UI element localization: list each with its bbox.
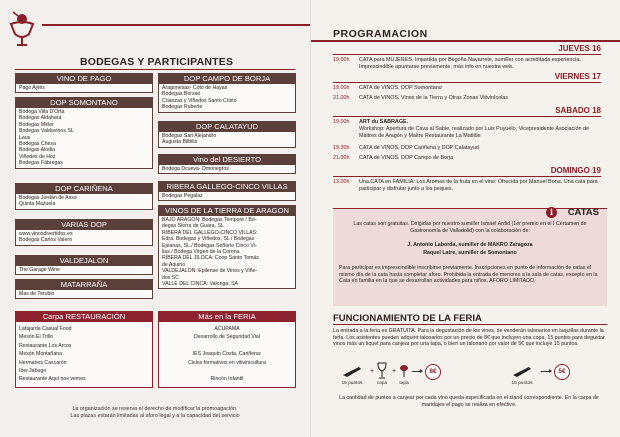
section-list [15, 194, 153, 210]
list-item: Bodegas Ruberte [162, 104, 203, 111]
section-dop-calatayud [158, 121, 296, 148]
section-head: DOP CAMPO DE BORJA [158, 73, 296, 84]
day-label: DOMINGO 19 [550, 166, 601, 175]
section-list [15, 84, 153, 93]
list-item: The Garage Wine [19, 267, 60, 273]
section-vino-del-desierto [158, 154, 296, 174]
list-item: Iber.Jabugo [19, 368, 47, 375]
event-time: 19.00h [333, 85, 350, 91]
event-text: CATA de VINOS. DOP Cariñena y DOP Calatayud [359, 145, 480, 151]
list-item: Ciclos formativos en vitivinicultura [188, 359, 266, 366]
event-text: Workshop: Apertura de Cava al Sable, realizado por Luis Puyuelo, Vicepresidente Asociación de Maitres de Aragón y Maitre Restaurante La Matilde [359, 126, 589, 139]
program-title: PROGRAMACION [333, 28, 428, 40]
list-item: Bodega Villa D'Orta [19, 109, 65, 115]
footer-note [20, 406, 290, 420]
list-item: Mesón El Trillo [19, 334, 54, 341]
ticket-label: tapa [399, 381, 409, 386]
list-item: Augusta Bilbilis [162, 139, 198, 146]
list-item: Crianzas y Viñedos Santo Cristo [162, 97, 237, 104]
list-item: Bodegas Aldahara [19, 115, 62, 122]
catas-title: CATAS [567, 207, 599, 218]
section-list [158, 84, 296, 113]
event-time: 21.00h [333, 155, 350, 161]
ticket-book-icon [341, 365, 363, 379]
section-list [158, 216, 296, 289]
list-item: Bodegas Alodia [19, 147, 56, 154]
section-list [15, 230, 153, 246]
section-head: Vino del DESIERTO [158, 154, 296, 165]
list-item: de Aquino [162, 261, 186, 268]
ticket-book-icon [511, 365, 533, 379]
section-vinos-tierra-aragon [158, 205, 296, 289]
list-item: Ejeanas, SL / Bodegas Señorío Cinco Vi- [162, 242, 257, 249]
section-head: VINO DE PAGO [15, 73, 153, 84]
section-head: RIBERA GALLEGO-CINCO VILLAS [158, 181, 296, 192]
section-head: DOP CARIÑENA [15, 183, 153, 194]
list-item: Quinta Mazuela [19, 201, 56, 208]
list-item: Restaurante Aquí nos vemos [19, 376, 86, 383]
funcionamiento-rule [333, 324, 607, 325]
list-item: llas / Bodega Virgen de la Corona [162, 249, 240, 256]
list-item: Bodegas Borsao [162, 91, 201, 98]
day-header-viernes [333, 72, 601, 83]
section-list [158, 322, 296, 388]
day-label: VIERNES 17 [554, 72, 601, 81]
list-item: RIBERA DEL JILOCA: Coop Santo Tomás [162, 255, 259, 262]
section-varias-dop [15, 219, 153, 246]
day-header-domingo [333, 166, 601, 177]
list-item: Mesón Montañana [19, 351, 62, 358]
list-item: Bodega Dcueva- Dmonegros [162, 166, 229, 172]
day-header-jueves [333, 44, 601, 55]
section-head: DOP CALATAYUD [158, 121, 296, 132]
event-text: CATA de VINOS. DOP Campo de Borja [359, 155, 454, 161]
ticket-label: copa [376, 381, 388, 386]
event-time: 21.00h [333, 95, 350, 101]
arrow-icon [412, 371, 422, 372]
list-item: www.vinosdivertidos.es [19, 231, 73, 237]
section-ribera-gallego [158, 181, 296, 201]
list-item [162, 367, 292, 375]
event-text: ART du SABRAGE. [359, 119, 409, 125]
header-rule [42, 24, 310, 26]
section-list [15, 266, 153, 275]
price-badge: 8€ [425, 364, 441, 380]
list-item: Pago Aylés [19, 85, 45, 91]
list-item: Restaurante Los Arcos [19, 342, 72, 349]
list-item: Desarrollo de Seguridad Vial [194, 334, 260, 341]
ticket-label: 15 puntos [341, 381, 363, 386]
title-rule [15, 69, 295, 70]
list-item: IES Joaquín Costa, Cariñena: [192, 351, 262, 358]
list-item: Hermanos Cascarón [19, 359, 67, 366]
list-item: Lafajarda Casual Food [19, 326, 72, 332]
footer-note-line: La organización se reserva el derecho de modificar la promoagación. [72, 406, 238, 412]
info-icon: i [546, 207, 557, 218]
plus-icon: + [392, 368, 397, 375]
section-matarrana [15, 279, 153, 299]
day-label: SABADO 18 [555, 106, 601, 115]
list-item: degas Sierra de Guara, SL [162, 223, 224, 230]
event-time: 19.00h [333, 57, 350, 63]
day-label: JUEVES 16 [558, 44, 601, 53]
list-item: Edra. Bodegas y Viñedos, SL / Bodegas [162, 236, 255, 243]
section-head: MATARRAÑA [15, 279, 153, 290]
list-item: Bodegas San Alejandro [162, 133, 217, 139]
catas-text: Las catas son gratuitas. Dirigidas por nuestro sumiller Ismael Ardid (1er premio en el I Certamen de Gastronomía de Valladolid) con la colaboración de: [353, 221, 587, 234]
list-item: Laus [19, 134, 31, 141]
section-dop-somontano [15, 97, 153, 169]
right-panel [310, 0, 620, 437]
catas-collaborator: J. Antonio Laborda, sumiller de MAKRO Zaragoza [407, 242, 533, 248]
list-item: dos SC [162, 274, 180, 281]
plus-icon: + [370, 368, 375, 375]
event-time: 19.30h [333, 145, 350, 151]
section-head: DOP SOMONTANO [15, 97, 153, 108]
section-dop-campo-de-borja [158, 73, 296, 113]
section-valdejalon [15, 255, 153, 275]
list-item: VALDEJALÓN: Epilense de Vinos y Viñe- [162, 268, 258, 275]
section-carpa-restauracion [15, 311, 153, 388]
list-item: Bodegas Valdovinos SL [19, 128, 74, 135]
program-rule [311, 40, 620, 42]
list-item: Mas de Torubio [19, 291, 55, 297]
tapa-icon [399, 364, 409, 378]
arrow-icon [541, 371, 551, 372]
wine-glass-icon [377, 362, 387, 380]
section-head: Carpa RESTAURACIÓN [15, 311, 153, 322]
grape-logo-icon [7, 10, 37, 48]
funcionamiento-text: La cantidad de puntos a canjear por cada vino queda especificada en el stand correspondiente. En la carpa de maridajes el pago se realiza en efectivo. [339, 395, 599, 408]
section-head: VALDEJALON [15, 255, 153, 266]
section-vino-de-pago [15, 73, 153, 93]
list-item: Bodegas Carlos Valero [19, 237, 72, 244]
event-time: 19.00h [333, 119, 350, 125]
list-item: ACUPAMA [214, 326, 240, 332]
catas-box [333, 208, 607, 306]
catas-collaborator: Raquel Latre, sumiller de Somontano [423, 250, 517, 256]
section-head: Más en la FERIA [158, 311, 296, 322]
section-list [15, 290, 153, 299]
price-badge: 5€ [554, 364, 570, 380]
footer-note-line: Las plazas estarán limitadas al aforo legal y a la capacidad del servicio [70, 413, 240, 419]
event-text: CATA de VINOS. DOP Somontano [359, 85, 442, 91]
event-text: CATA para MUJERES. Impartida por Begoña Navarrete, sumiller con acreditada experiencia. Imprescindible apuntarse previamente, más info en nuestra web. [359, 57, 581, 70]
list-item: RIBERA DEL GALLEGO-CINCO VILLAS: [162, 229, 258, 236]
page-title: BODEGAS Y PARTICIPANTES [80, 56, 234, 68]
section-head: VINOS DE LA TIERRA DE ARAGON [158, 205, 296, 216]
list-item: Viñedos de Hoz [19, 153, 56, 160]
catas-text: Para participar es imprescindible inscribirse previamente. Inscripciones en punto de información de catas el mismo día de la cata hasta completar aforo. Prohibida la entrada de menores a la sala de catas, excepto en la Cata en familia en la que se desarrollan actividades para niños. AFORO LIMITADO. [339, 265, 598, 285]
list-item: Bodegas Chesa [19, 141, 56, 148]
section-dop-carinena [15, 183, 153, 210]
section-list [15, 322, 153, 388]
event-text: Una CATA en FAMILIA: Los Aromas de la fruta en el vino: Ofrecida por Manuel Bona. Una cata para participar y disfrutar junto a los peques. [359, 179, 598, 192]
list-item: VALLE DEL CINCA: Valonga, SA [162, 281, 239, 288]
funcionamiento-title: FUNCIONAMIENTO DE LA FERIA [333, 313, 482, 324]
list-item: Aragonesas- Coto de Hayas [162, 85, 228, 91]
section-mas-en-la-feria [158, 311, 296, 388]
funcionamiento-text: La entrada a la feria es GRATUITA. Para la degustación de los vinos, se venderán talonarios en taquillas durante la feria. Los asistentes pueden adquirir talonarios por un precio de 8€ que incluyen una copa, 15 puntos para degustar vinos más un tiquet para canjear por una tapa, o bien un talonario por valor de 5€ que incluye 15 puntos. [333, 328, 605, 348]
event-time: 13.00h [333, 179, 350, 185]
list-item: Rincón Infantil [210, 376, 244, 383]
ticket-label: 15 puntos [511, 381, 533, 386]
list-item: Bodegas Fábregas [19, 160, 63, 167]
event-text: CATA de VINOS. Vinos de la Tierra y Otras Zonas Vitivinícolas [359, 95, 509, 101]
section-list [158, 192, 296, 201]
list-item: Bodegas Jordán de Asso [19, 195, 77, 201]
section-list [15, 108, 153, 169]
list-item: Bodegas Pegalaz [162, 193, 203, 199]
list-item [162, 342, 292, 350]
day-header-sabado [333, 106, 601, 117]
section-list [158, 165, 296, 174]
list-item: Bodegas Meler [19, 121, 54, 128]
section-list [158, 132, 296, 148]
list-item: BAJO ARAGÓN: Bodegas Tempore / Bo- [162, 217, 257, 223]
section-head: VARIAS DOP [15, 219, 153, 230]
